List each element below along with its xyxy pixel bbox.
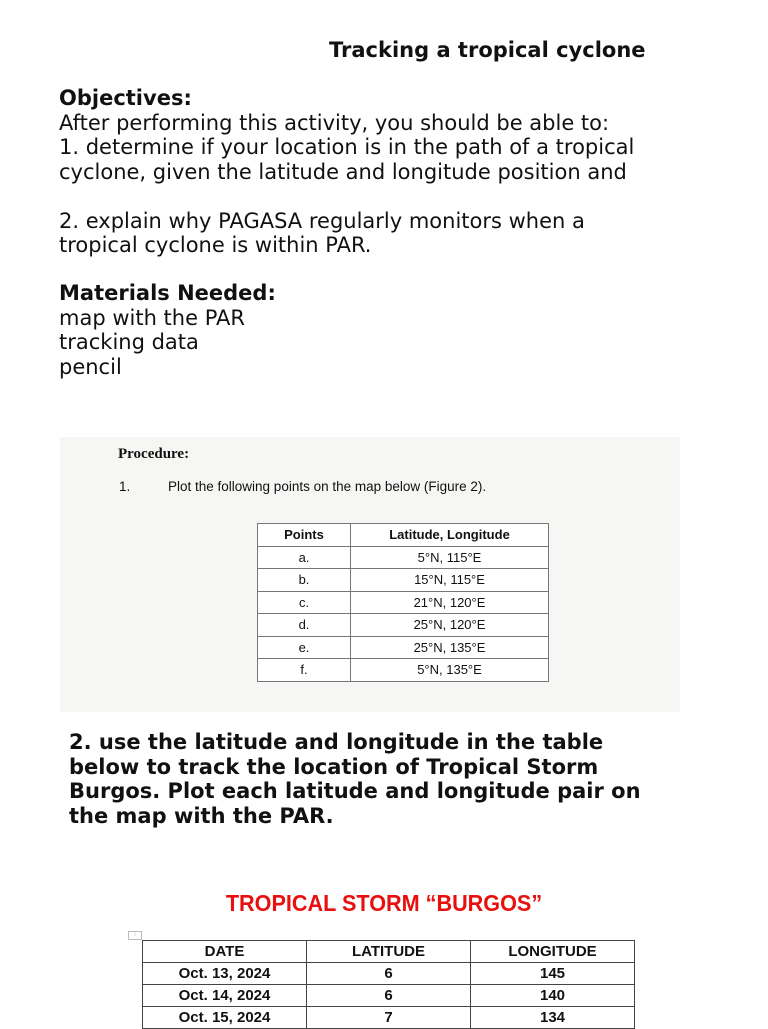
objectives-line: After performing this activity, you should be able to:	[59, 110, 610, 135]
step2-line: 2. use the latitude and longitude in the table	[69, 730, 604, 754]
longitude-cell: 134	[471, 1007, 635, 1029]
point-label: e.	[258, 636, 351, 659]
objectives-line: 2. explain why PAGASA regularly monitors when a	[59, 208, 585, 233]
point-label: f.	[258, 659, 351, 682]
materials-heading: Materials Needed:	[59, 281, 276, 305]
column-header: DATE	[143, 941, 307, 963]
table-row	[143, 963, 635, 985]
point-coordinates: 25°N, 135°E	[351, 636, 549, 659]
latitude-cell: 6	[307, 985, 471, 1007]
table-row	[258, 546, 549, 569]
table-row	[143, 1007, 635, 1029]
table-row	[258, 614, 549, 637]
table-header-row	[258, 524, 549, 547]
step2-line: the map with the PAR.	[69, 803, 334, 828]
objectives-section	[59, 86, 634, 258]
step2-line: below to track the location of Tropical Storm	[69, 754, 599, 779]
point-coordinates: 21°N, 120°E	[351, 591, 549, 614]
table-anchor-icon: ⁞	[128, 931, 142, 940]
table-row	[143, 985, 635, 1007]
objectives-line	[59, 184, 634, 209]
date-cell: Oct. 14, 2024	[143, 985, 307, 1007]
document-title: Tracking a tropical cyclone	[329, 38, 646, 62]
objectives-line: cyclone, given the latitude and longitude position and	[59, 159, 627, 184]
latitude-cell: 7	[307, 1007, 471, 1029]
objectives-heading: Objectives:	[59, 86, 192, 110]
point-coordinates: 5°N, 135°E	[351, 659, 549, 682]
step2-line: Burgos. Plot each latitude and longitude pair on	[69, 779, 641, 803]
point-coordinates: 25°N, 120°E	[351, 614, 549, 637]
date-cell: Oct. 13, 2024	[143, 963, 307, 985]
column-header: Latitude, Longitude	[351, 524, 549, 547]
table-row	[258, 659, 549, 682]
materials-section	[59, 281, 276, 379]
storm-tracking-table	[142, 940, 635, 1029]
storm-title: TROPICAL STORM “BURGOS”	[225, 890, 543, 916]
point-label: d.	[258, 614, 351, 637]
points-table	[257, 523, 549, 682]
objectives-line: tropical cyclone is within PAR.	[59, 233, 372, 257]
procedure-image	[60, 437, 680, 712]
point-label: a.	[258, 546, 351, 569]
step1-text: Plot the following points on the map below (Figure 2).	[168, 479, 487, 494]
procedure-heading: Procedure:	[118, 446, 190, 462]
point-label: c.	[258, 591, 351, 614]
materials-item: map with the PAR	[59, 305, 245, 330]
column-header: Points	[258, 524, 351, 547]
column-header: LATITUDE	[307, 941, 471, 963]
longitude-cell: 145	[471, 963, 635, 985]
table-row	[258, 569, 549, 592]
materials-item: tracking data	[59, 330, 199, 354]
column-header: LONGITUDE	[471, 941, 635, 963]
objectives-line: 1. determine if your location is in the path of a tropical	[59, 135, 635, 159]
materials-item: pencil	[59, 354, 122, 379]
point-coordinates: 5°N, 115°E	[351, 546, 549, 569]
longitude-cell: 140	[471, 985, 635, 1007]
point-coordinates: 15°N, 115°E	[351, 569, 549, 592]
latitude-cell: 6	[307, 963, 471, 985]
date-cell: Oct. 15, 2024	[143, 1007, 307, 1029]
table-row	[258, 591, 549, 614]
table-row	[258, 636, 549, 659]
step2-instructions	[69, 730, 641, 828]
step1-number: 1.	[119, 479, 131, 494]
table-header-row	[143, 941, 635, 963]
point-label: b.	[258, 569, 351, 592]
